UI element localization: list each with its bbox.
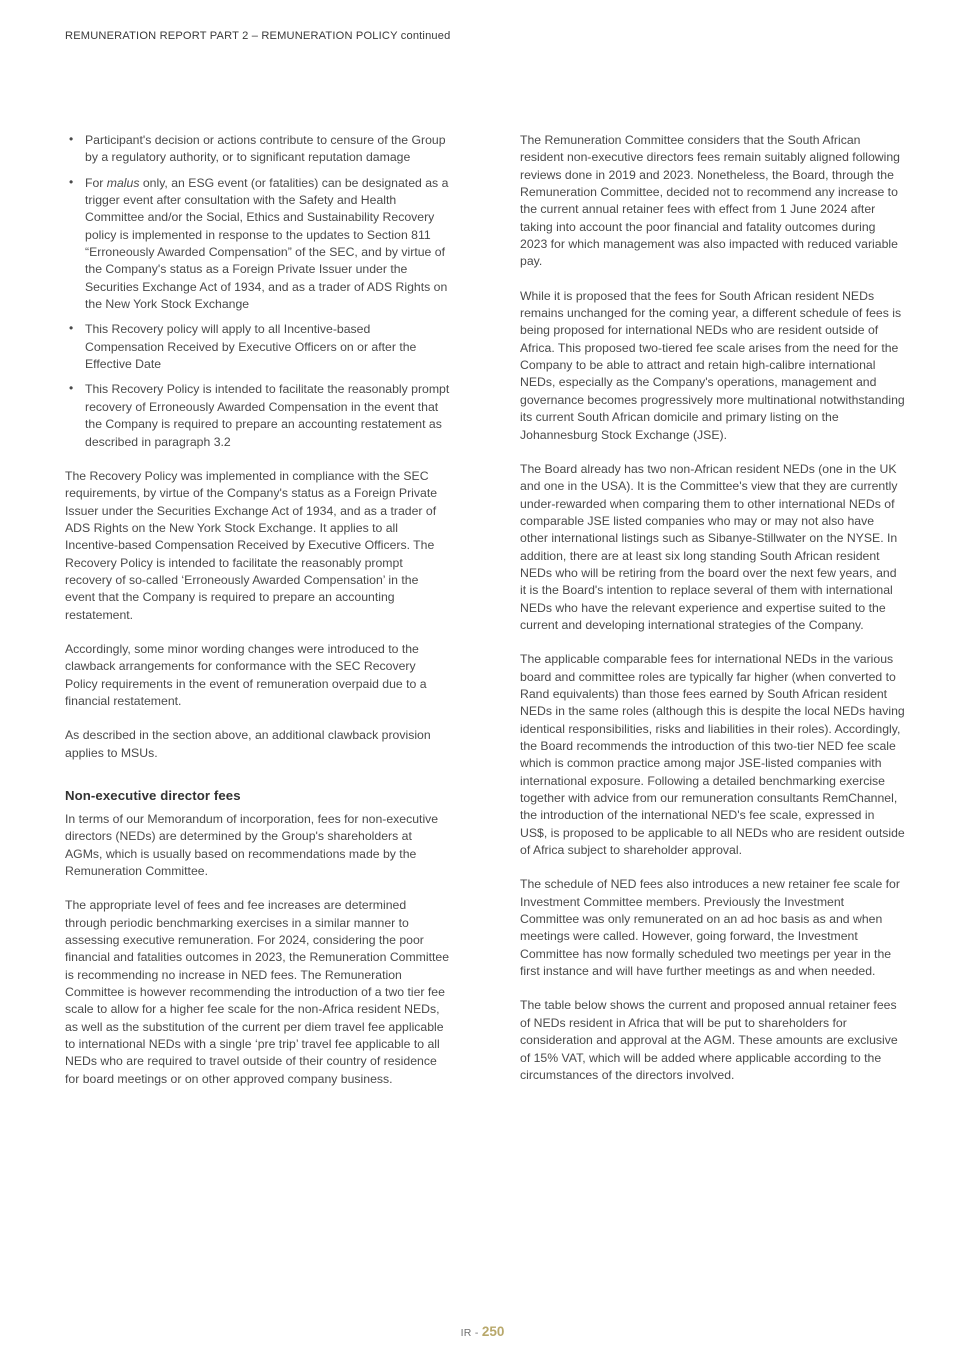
list-item [65,321,450,373]
bullet-text-post: only, an ESG event (or fatalities) can be designated as a trigger event after consultation with the Safety and Health Committee and/or the Social, Ethics and Sustainability Recovery policy is implemented in response to the updates to Section 811 “Erroneously Awarded Compensation” of the SEC, and by virtue of the Company's status as a Foreign Private Issuer under the Securities Exchange Act of 1934, and as a trader of ADS Rights on the New York Stock Exchange [85,175,449,312]
paragraph-non-african-resident-neds: The Board already has two non-African resident NEDs (one in the UK and one in the USA). It is the Committee's view that they are currently under-rewarded when comparing them to other international NEDs of comparable JSE listed companies who may or may not also have other international listings such as Sibanye-Stillwater on the NYSE. In addition, there are at least six long standing South African resident NEDs who will be retiring from the board over the next few years, and it is the Board's intention to replace several of them with international NEDs who have the relevant experience and expertise suited to the current and developing international strategies of the Company. [520,461,898,632]
paragraph-fee-benchmarking: The appropriate level of fees and fee increases are determined through periodic benchmarking exercises in a similar manner to assessing executive remuneration. For 2024, considering the poor financial and fatalities outcomes in 2023, the Remuneration Committee is recommending no increase in NED fees. The Remuneration Committee is however recommending the introduction of a two tier fee scale to allow for a higher fee scale for the non-Africa resident NEDs, as well as the substitution of the current per diem travel fee applicable to international NEDs with a single ‘pre trip’ travel fee applicable to all NEDs who are required to travel outside of their country of residence for board meetings or on other approved company business. [65,898,450,1086]
page-title: Non-executive director fees [65,788,241,803]
bullet-text-pre: This Recovery policy will apply to all Incentive-based Compensation Received by Executive Officers on or after the Effective Date [85,322,417,372]
recovery-policy-bullet-list [65,132,450,451]
bullet-text-pre: For [85,175,107,190]
list-item [65,132,450,167]
folio-prefix: IR - [460,1327,479,1339]
paragraph-ned-fee-determination: In terms of our Memorandum of incorporation, fees for non-executive directors (NEDs) are determined by the Group's shareholders at AGMs, which is usually based on recommendations made by the Remuneration Committee. [65,812,439,879]
paragraph-clawback-wording-changes: Accordingly, some minor wording changes were introduced to the clawback arrangements for conformance with the SEC Recovery Policy requirements in the event of remuneration overpaid due to a financial restatement. [65,641,427,708]
page-footer [0,1324,965,1339]
folio-number: 250 [481,1324,505,1339]
paragraph-recovery-policy-implementation: The Recovery Policy was implemented in compliance with the SEC requirements, by virtue of the Company's status as a Foreign Private Issuer under the Securities Exchange Act of 1934, and as a trader of ADS Rights on the New York Stock Exchange. It applies to all Incentive-based Compensation Received by Executive Officers. The Recovery Policy is intended to facilitate the reasonably prompt recovery of so-called ‘Erroneously Awarded Compensation’ in the event that the Company is required to prepare an accounting restatement. [65,468,438,622]
paragraph-sa-resident-fees-alignment: The Remuneration Committee considers that the South African resident non-executive directors fees remain suitably aligned following reviews done in 2019 and 2023. Nonetheless, the Board, through the Remuneration Committee, decided not to recommend any increase to the current annual retainer fees with effect from 1 June 2024 after taking into account the poor financial and fatality outcomes during 2023 for which management was also impacted with reduced variable pay. [520,133,900,269]
left-column [65,132,450,1088]
bullet-text-pre: This Recovery Policy is intended to facilitate the reasonably prompt recovery of Erroneously Awarded Compensation in the event that the Company is required to prepare an accounting restatement as described in paragraph 3.2 [85,382,450,449]
two-column-body [65,132,905,1088]
paragraph-investment-committee-retainer: The schedule of NED fees also introduces a new retainer fee scale for Investment Committee members. Previously the Investment Committee was only remunerated on an ad hoc basis as and when meetings were called. However, going forward, the Investment Committee has now formally scheduled two meetings per year in the first instance and will have further meetings as and when needed. [520,877,900,979]
paragraph-msu-clawback: As described in the section above, an additional clawback provision applies to MSUs. [65,728,431,760]
right-column [520,132,905,1084]
bullet-text-italic: malus [106,175,140,190]
paragraph-international-ned-schedule: While it is proposed that the fees for South African resident NEDs remains unchanged for the coming year, a different schedule of fees is being proposed for international NEDs who are resident outside of Africa. This proposed two-tiered fee scale arises from the need for the Company to be able to attract and retain high-calibre international NEDs, especially as the Company's operations, management and governance becomes progressively more multinational notwithstanding its current South African domicile and primary listing on the Johannesburg Stock Exchange (JSE). [520,288,905,442]
list-item [65,381,450,450]
paragraph-table-introduction: The table below shows the current and proposed annual retainer fees of NEDs resident in Africa that will be put to shareholders for consideration and approval at the AGM. These amounts are exclusive of 15% VAT, which will be added where applicable according to the circumstances of the directors involved. [520,998,898,1082]
paragraph-comparable-international-fees: The applicable comparable fees for international NEDs in the various board and committee roles are typically far higher (when converted to Rand equivalents) than those fees earned by South African resident NEDs in the same roles (although this is despite the local NEDs having identical responsibilities, risks and liabilities in their roles). Accordingly, the Board recommends the introduction of this two-tier NED fee scale which is common practice among major JSE-listed companies with international exposure. Following a detailed benchmarking exercise together with advice from our remuneration consultants RemChannel, the introduction of the international NED's fee scale, expressed in US$, is proposed to be applicable to all NEDs who are resident outside of Africa subject to shareholder approval. [520,652,905,858]
bullet-text-pre: Participant's decision or actions contribute to censure of the Group by a regulatory authority, or to significant reputation damage [85,133,446,165]
running-header: REMUNERATION REPORT PART 2 – REMUNERATION POLICY continued [65,30,451,42]
list-item [65,175,450,314]
